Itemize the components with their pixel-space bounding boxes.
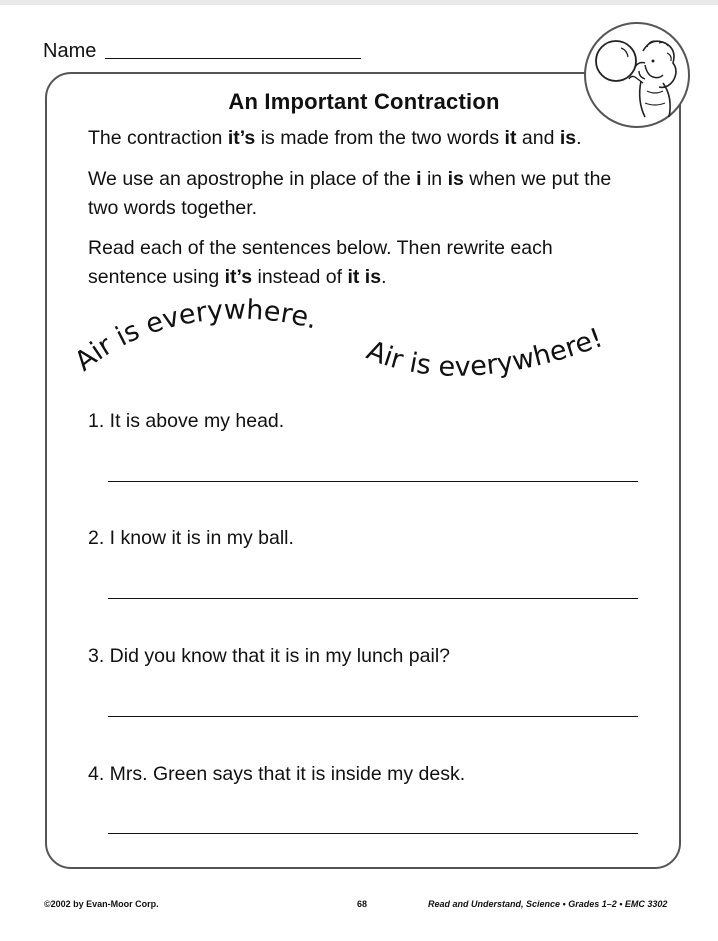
bold-word: it bbox=[504, 127, 517, 149]
question-4: 4. Mrs. Green says that it is inside my desk. bbox=[88, 763, 466, 785]
text-run: . bbox=[381, 266, 387, 288]
text-run: . bbox=[576, 127, 582, 149]
footer-copyright: ©2002 by Evan-Moor Corp. bbox=[44, 899, 159, 909]
bold-word: is bbox=[559, 127, 577, 149]
bold-word: i bbox=[416, 168, 422, 190]
text-run: in bbox=[421, 168, 448, 190]
text-run: Read each of the sentences below. Then rewrite each sentence using bbox=[88, 237, 553, 288]
text-run: instead of bbox=[252, 266, 348, 288]
poem-line-2: Air is everywhere! bbox=[362, 322, 607, 383]
bold-word: it’s bbox=[224, 266, 253, 288]
question-2: 2. I know it is in my ball. bbox=[88, 527, 294, 549]
bold-word: it is bbox=[347, 266, 382, 288]
footer-page-number: 68 bbox=[357, 899, 368, 909]
bold-word: it’s bbox=[227, 127, 256, 149]
name-label: Name bbox=[43, 40, 97, 62]
question-3: 3. Did you know that it is in my lunch pail? bbox=[88, 645, 451, 667]
text-run: The contraction bbox=[88, 127, 228, 149]
answer-line-3[interactable] bbox=[108, 716, 638, 717]
footer-series: Read and Understand, Science • Grades 1–2 • EMC 3302 bbox=[428, 899, 668, 909]
question-1: 1. It is above my head. bbox=[88, 410, 285, 432]
text-run: We use an apostrophe in place of the bbox=[88, 168, 417, 190]
answer-line-4[interactable] bbox=[108, 833, 638, 834]
answer-line-2[interactable] bbox=[108, 598, 638, 599]
worksheet-title: An Important Contraction bbox=[228, 89, 500, 114]
text-run: is made from the two words bbox=[255, 127, 505, 149]
text-run: and bbox=[516, 127, 560, 149]
poem-line-1: Air is everywhere. bbox=[69, 294, 321, 378]
bold-word: is bbox=[447, 168, 464, 190]
text-run: when we put the two words together. bbox=[88, 168, 612, 219]
answer-line-1[interactable] bbox=[108, 481, 638, 482]
